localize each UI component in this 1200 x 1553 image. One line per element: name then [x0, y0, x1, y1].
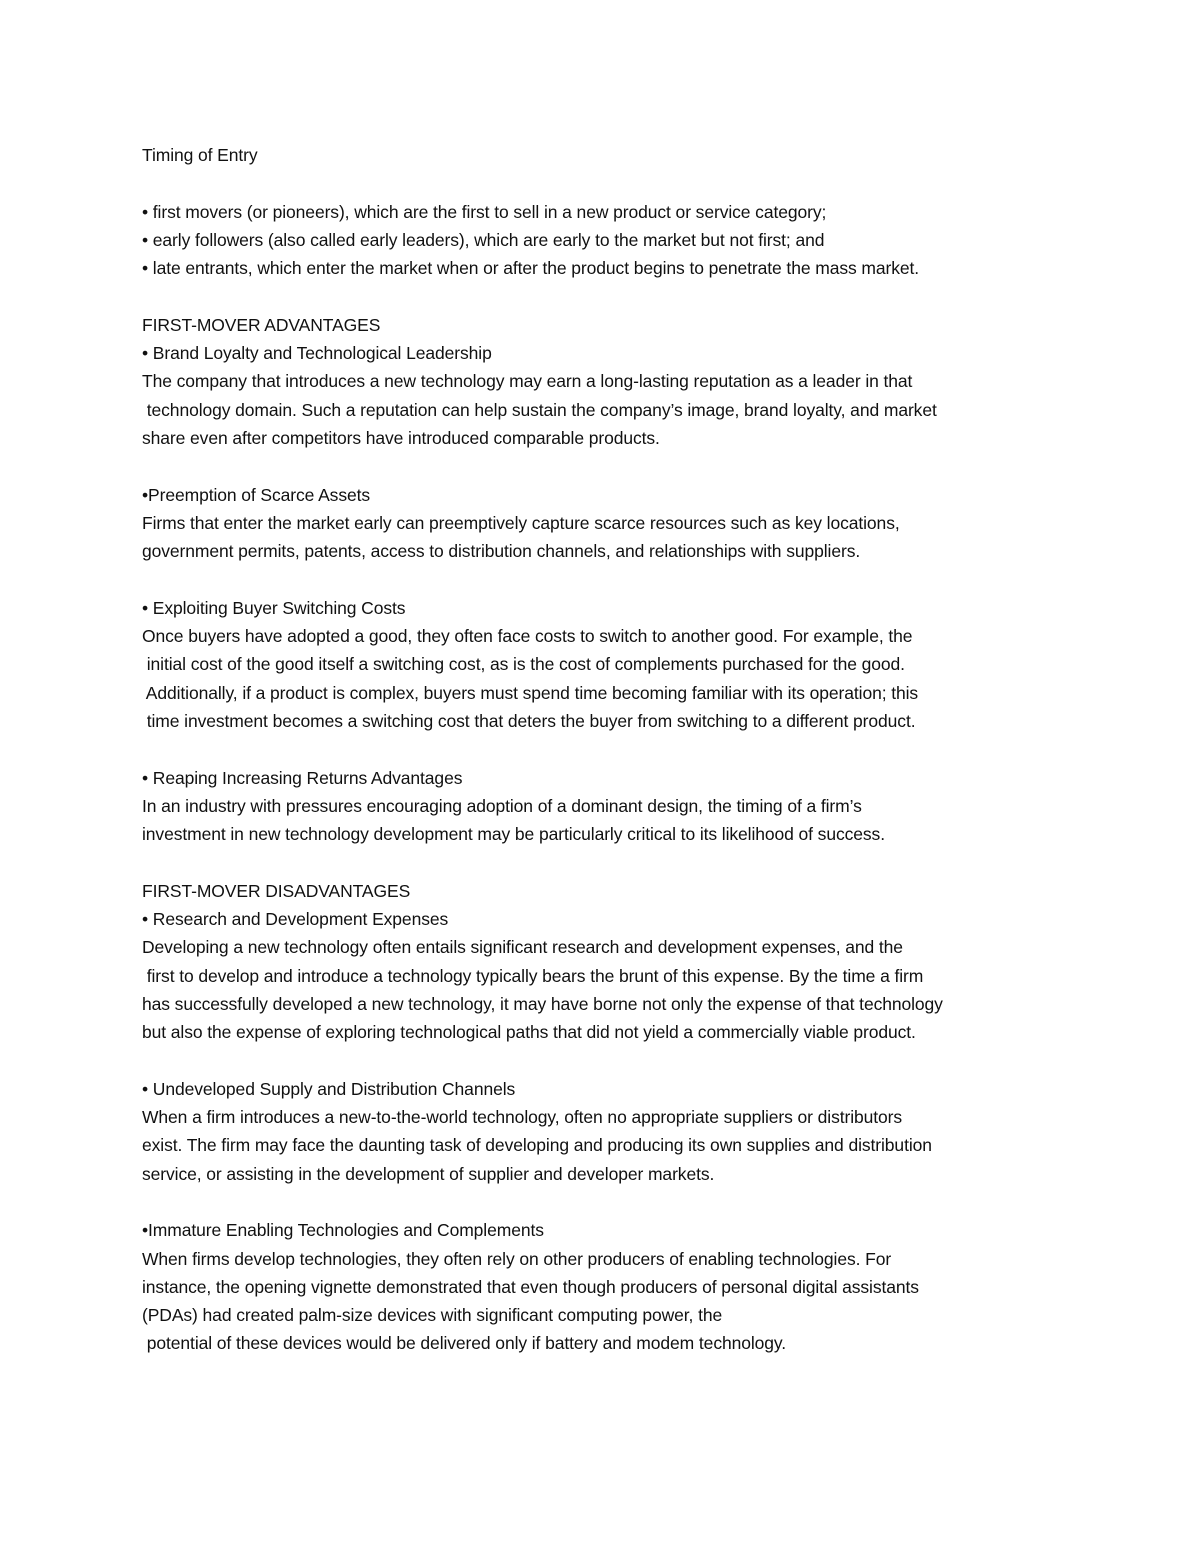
spacer: [142, 565, 1082, 593]
advantage-increasing-returns: [142, 764, 1082, 849]
paragraph-line: investment in new technology development may be particularly critical to its likelihood of success.: [142, 824, 885, 845]
advantage-heading: •Preemption of Scarce Assets: [142, 484, 371, 505]
disadvantage-heading: • Undeveloped Supply and Distribution Channels: [142, 1078, 516, 1099]
entry-type-early-followers: • early followers (also called early leaders), which are early to the market but not first; and: [142, 229, 825, 250]
paragraph-line: In an industry with pressures encouraging adoption of a dominant design, the timing of a firm’s: [142, 795, 862, 816]
disadvantage-heading: • Research and Development Expenses: [142, 909, 449, 930]
document-body: [142, 141, 1082, 1358]
paragraph-line: has successfully developed a new technology, it may have borne not only the expense of that technology: [142, 993, 943, 1014]
spacer: [142, 169, 1082, 197]
disadvantage-immature-technologies: [142, 1216, 1082, 1357]
disadvantage-supply-channels: [142, 1075, 1082, 1188]
disadvantage-rd-expenses: [142, 905, 1082, 1046]
paragraph-line: Firms that enter the market early can preemptively capture scarce resources such as key locations,: [142, 512, 900, 533]
disadvantages-heading: FIRST-MOVER DISADVANTAGES: [142, 880, 411, 901]
paragraph-line: share even after competitors have introduced comparable products.: [142, 427, 660, 448]
paragraph-line: government permits, patents, access to distribution channels, and relationships with suppliers.: [142, 541, 861, 562]
spacer: [142, 282, 1082, 310]
advantage-heading: • Reaping Increasing Returns Advantages: [142, 767, 463, 788]
paragraph-line: The company that introduces a new technology may earn a long-lasting reputation as a leader in that: [142, 371, 913, 392]
paragraph-line: (PDAs) had created palm-size devices with significant computing power, the: [142, 1305, 723, 1326]
spacer: [142, 848, 1082, 876]
paragraph-line: but also the expense of exploring technological paths that did not yield a commercially viable product.: [142, 1022, 916, 1043]
spacer: [142, 452, 1082, 480]
paragraph-line: first to develop and introduce a technology typically bears the brunt of this expense. By the time a firm: [142, 965, 924, 986]
advantages-section: [142, 311, 1082, 849]
disadvantages-section: [142, 877, 1082, 1358]
document-title: Timing of Entry: [142, 145, 258, 165]
advantage-heading: • Exploiting Buyer Switching Costs: [142, 597, 406, 618]
advantage-preemption: [142, 481, 1082, 566]
paragraph-line: service, or assisting in the development of supplier and developer markets.: [142, 1163, 715, 1184]
disadvantage-heading: •Immature Enabling Technologies and Complements: [142, 1220, 544, 1241]
entry-type-late-entrants: • late entrants, which enter the market when or after the product begins to penetrate the mass market.: [142, 258, 920, 279]
paragraph-line: potential of these devices would be delivered only if battery and modem technology.: [142, 1333, 787, 1354]
paragraph-line: When a firm introduces a new-to-the-world technology, often no appropriate suppliers or distributors: [142, 1107, 903, 1128]
entry-types-list: [142, 198, 1082, 283]
paragraph-line: initial cost of the good itself a switching cost, as is the cost of complements purchased for the good.: [142, 654, 905, 675]
spacer: [142, 1188, 1082, 1216]
paragraph-line: When firms develop technologies, they often rely on other producers of enabling technologies. For: [142, 1248, 892, 1269]
paragraph-line: Additionally, if a product is complex, buyers must spend time becoming familiar with its operation; this: [142, 682, 919, 703]
paragraph-line: exist. The firm may face the daunting task of developing and producing its own supplies and distribution: [142, 1135, 932, 1156]
advantage-heading: • Brand Loyalty and Technological Leadership: [142, 343, 492, 364]
entry-type-first-movers: • first movers (or pioneers), which are the first to sell in a new product or service category;: [142, 201, 827, 222]
spacer: [142, 1047, 1082, 1075]
paragraph-line: Developing a new technology often entails significant research and development expenses, and the: [142, 937, 903, 958]
spacer: [142, 735, 1082, 763]
paragraph-line: instance, the opening vignette demonstrated that even though producers of personal digital assistants: [142, 1276, 919, 1297]
paragraph-line: technology domain. Such a reputation can help sustain the company’s image, brand loyalty, and market: [142, 399, 937, 420]
advantage-brand-loyalty: [142, 339, 1082, 452]
advantages-heading: FIRST-MOVER ADVANTAGES: [142, 314, 381, 335]
paragraph-line: Once buyers have adopted a good, they often face costs to switch to another good. For example, the: [142, 626, 913, 647]
advantage-switching-costs: [142, 594, 1082, 735]
paragraph-line: time investment becomes a switching cost that deters the buyer from switching to a different product.: [142, 710, 916, 731]
